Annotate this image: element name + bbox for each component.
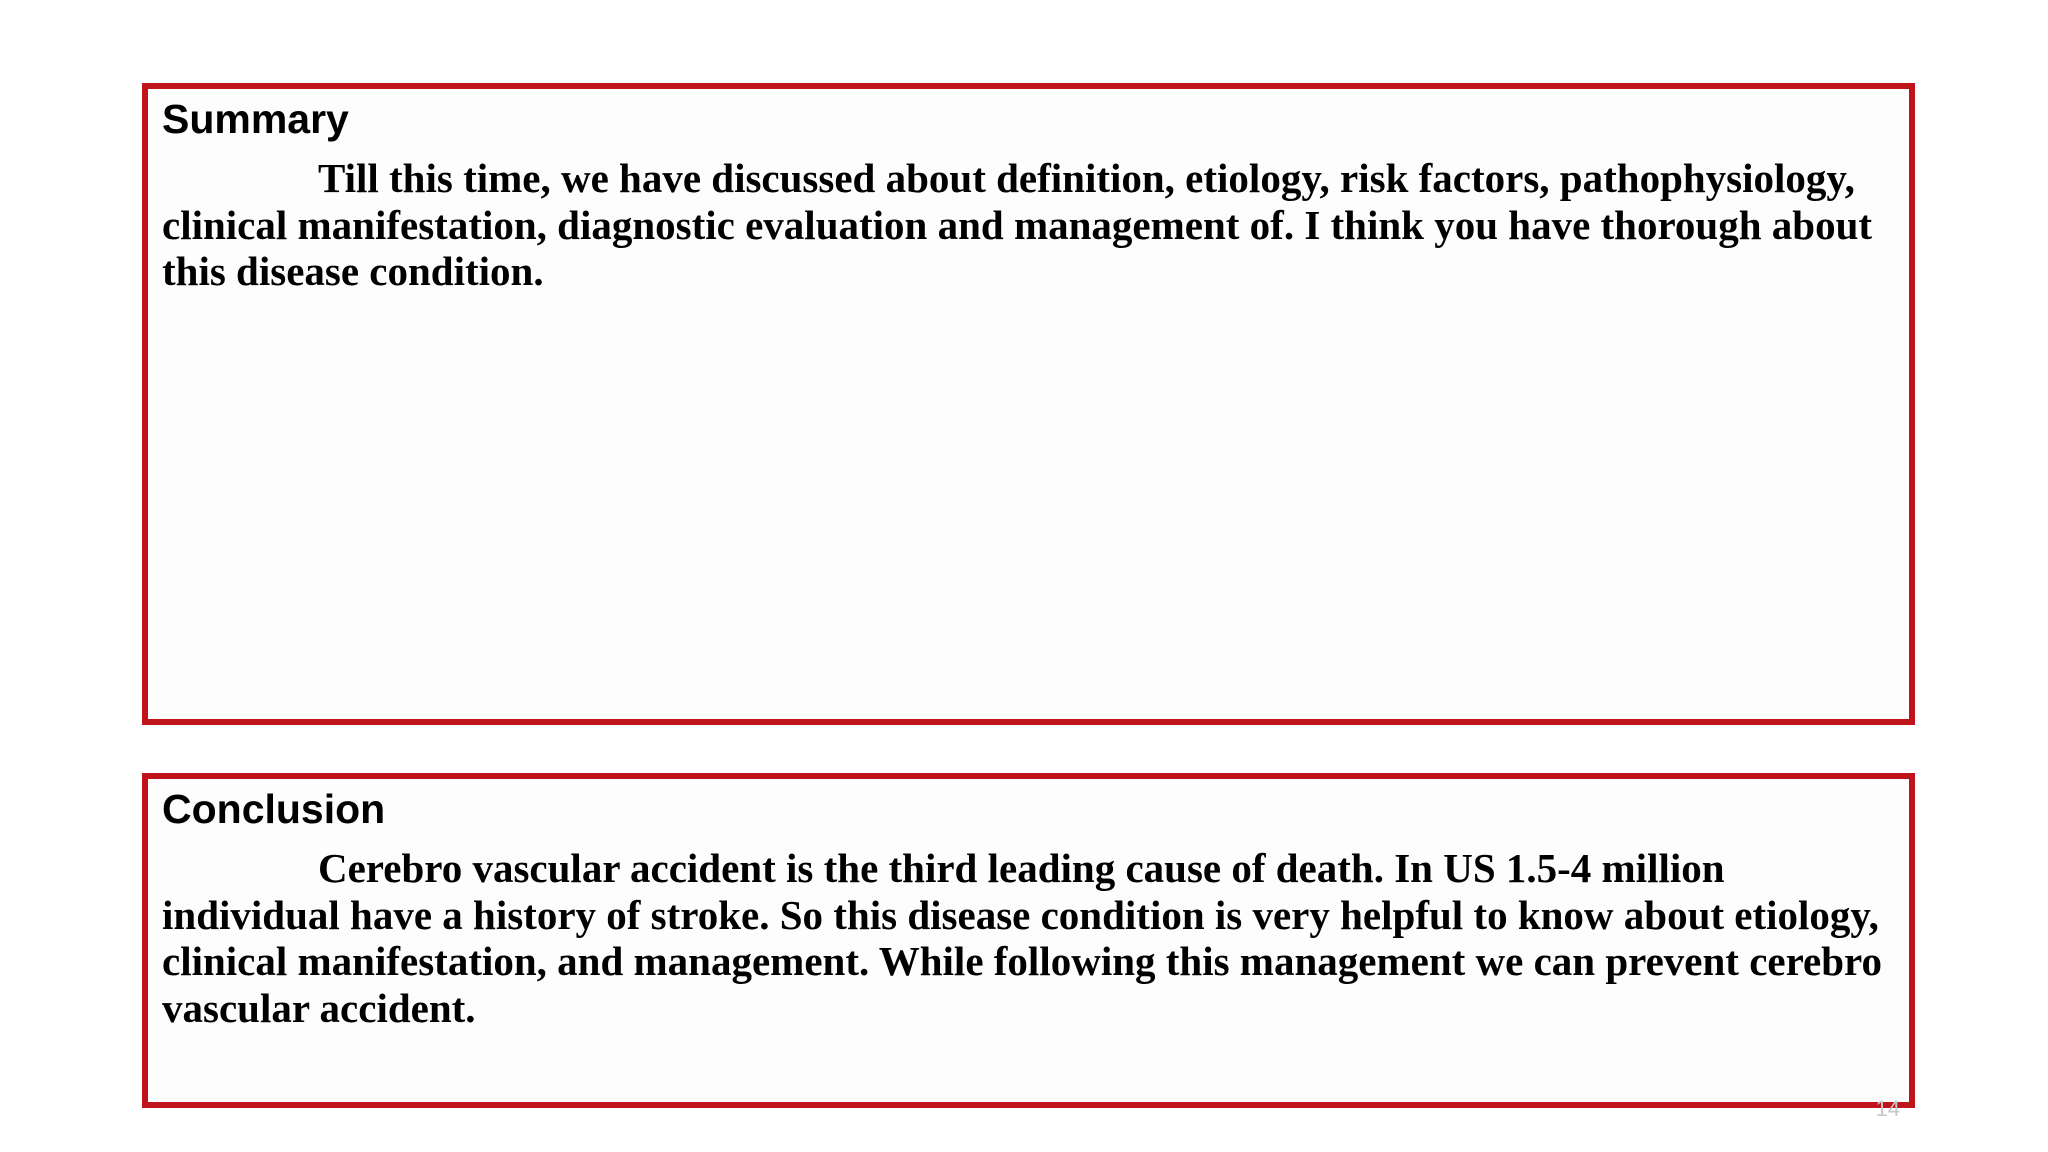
conclusion-text: Cerebro vascular accident is the third leading cause of death. In US 1.5-4 million individual have a history of stroke. So this disease condition is very helpful to know about etiology, clinical manifestation, and management. While following this management we can prevent cerebro vascular accident.	[162, 845, 1882, 1031]
summary-box	[142, 83, 1915, 725]
conclusion-box	[142, 773, 1915, 1108]
page-number: 14	[1875, 1096, 1900, 1121]
summary-text: Till this time, we have discussed about definition, etiology, risk factors, pathophysiology, clinical manifestation, diagnostic evaluation and management of. I think you have thorough about this disease condition.	[162, 155, 1873, 294]
summary-heading: Summary	[162, 96, 349, 142]
conclusion-heading: Conclusion	[162, 786, 386, 832]
